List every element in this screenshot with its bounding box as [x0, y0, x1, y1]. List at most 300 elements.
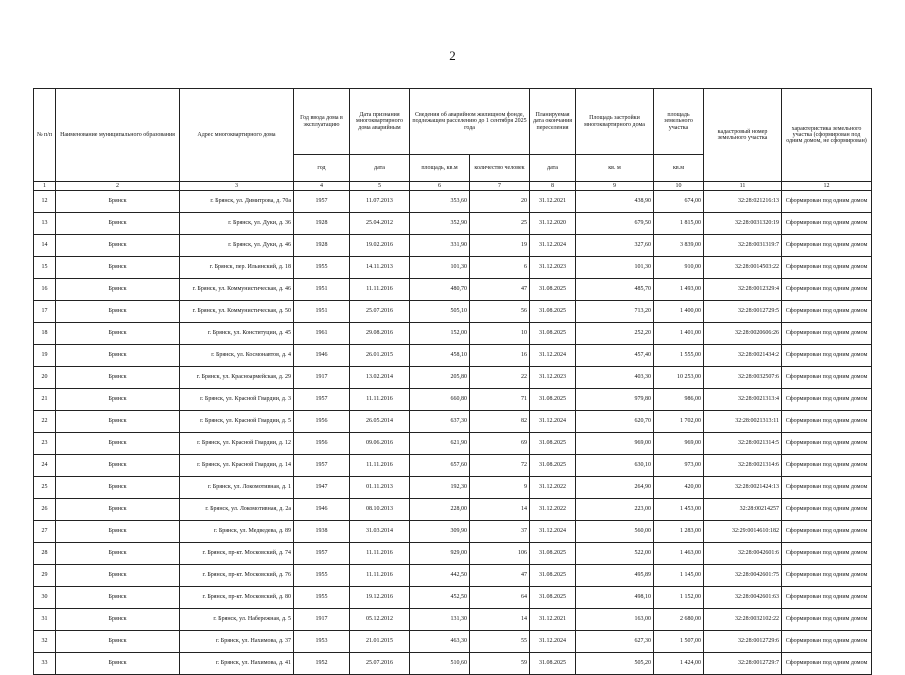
cell-num: 28: [34, 543, 56, 565]
header-building-area: Площадь застройки многоквартирного дома: [576, 89, 654, 155]
cell-area: 637,30: [410, 411, 470, 433]
table-row: [34, 367, 872, 389]
cell-people: 55: [470, 631, 530, 653]
cell-people: 56: [470, 301, 530, 323]
table-row: [34, 631, 872, 653]
cell-planned-date: 31.08.2025: [530, 653, 576, 675]
cell-year-built: 1956: [294, 433, 350, 455]
cell-people: 37: [470, 521, 530, 543]
cell-people: 6: [470, 257, 530, 279]
cell-planned-date: 31.12.2023: [530, 367, 576, 389]
cell-date-declared: 11.11.2016: [350, 455, 410, 477]
cell-address: г. Брянск, ул. Конституции, д. 45: [180, 323, 294, 345]
housing-register-table: [33, 88, 872, 675]
cell-municipality: Брянск: [56, 367, 180, 389]
cell-address: г. Брянск, пер. Ильинский, д. 18: [180, 257, 294, 279]
cell-planned-date: 31.12.2021: [530, 609, 576, 631]
cell-date-declared: 05.12.2012: [350, 609, 410, 631]
cell-building-area: 679,50: [576, 213, 654, 235]
subheader-date: дата: [350, 155, 410, 182]
cell-area: 463,30: [410, 631, 470, 653]
cell-planned-date: 31.08.2025: [530, 279, 576, 301]
cell-year-built: 1938: [294, 521, 350, 543]
cell-land-area: 2 680,00: [654, 609, 704, 631]
cell-area: 660,80: [410, 389, 470, 411]
cell-land-area: 10 253,00: [654, 367, 704, 389]
cell-planned-date: 31.08.2025: [530, 543, 576, 565]
cell-address: г. Брянск, ул. Космонавтов, д. 4: [180, 345, 294, 367]
cell-land-area: 986,00: [654, 389, 704, 411]
cell-land-area: 1 145,00: [654, 565, 704, 587]
cell-cadastral: 32:28:0032507:6: [704, 367, 782, 389]
cell-year-built: 1957: [294, 543, 350, 565]
cell-municipality: Брянск: [56, 653, 180, 675]
cell-date-declared: 26.01.2015: [350, 345, 410, 367]
cell-municipality: Брянск: [56, 455, 180, 477]
cell-planned-date: 31.12.2024: [530, 521, 576, 543]
cell-cadastral: 32:28:0014503:22: [704, 257, 782, 279]
cell-num: 25: [34, 477, 56, 499]
cell-building-area: 620,70: [576, 411, 654, 433]
table-row: [34, 587, 872, 609]
column-number: 4: [294, 182, 350, 191]
cell-year-built: 1928: [294, 213, 350, 235]
cell-address: г. Брянск, ул. Дуки, д. 36: [180, 213, 294, 235]
cell-num: 24: [34, 455, 56, 477]
cell-land-char: Сформирован под одним домом: [782, 345, 872, 367]
cell-planned-date: 31.12.2021: [530, 191, 576, 213]
cell-date-declared: 25.07.2016: [350, 653, 410, 675]
cell-building-area: 327,60: [576, 235, 654, 257]
cell-cadastral: 32:28:0032102:22: [704, 609, 782, 631]
cell-land-area: 1 401,00: [654, 323, 704, 345]
cell-planned-date: 31.12.2020: [530, 213, 576, 235]
cell-area: 331,90: [410, 235, 470, 257]
cell-people: 47: [470, 279, 530, 301]
cell-land-area: 1 555,00: [654, 345, 704, 367]
cell-area: 101,30: [410, 257, 470, 279]
cell-land-area: 3 839,00: [654, 235, 704, 257]
cell-num: 18: [34, 323, 56, 345]
cell-building-area: 252,20: [576, 323, 654, 345]
cell-area: 505,10: [410, 301, 470, 323]
cell-year-built: 1951: [294, 301, 350, 323]
cell-area: 352,90: [410, 213, 470, 235]
cell-date-declared: 31.03.2014: [350, 521, 410, 543]
cell-municipality: Брянск: [56, 631, 180, 653]
cell-cadastral: 32:28:0031320:19: [704, 213, 782, 235]
cell-land-char: Сформирован под одним домом: [782, 323, 872, 345]
table-body: [34, 191, 872, 675]
cell-date-declared: 11.11.2016: [350, 543, 410, 565]
table-row: [34, 609, 872, 631]
cell-year-built: 1955: [294, 587, 350, 609]
cell-municipality: Брянск: [56, 323, 180, 345]
cell-people: 9: [470, 477, 530, 499]
cell-area: 510,60: [410, 653, 470, 675]
cell-num: 20: [34, 367, 56, 389]
column-number: 6: [410, 182, 470, 191]
cell-cadastral: 32:28:0042601:75: [704, 565, 782, 587]
cell-date-declared: 11.11.2016: [350, 565, 410, 587]
cell-municipality: Брянск: [56, 433, 180, 455]
cell-num: 29: [34, 565, 56, 587]
cell-date-declared: 25.07.2016: [350, 301, 410, 323]
cell-building-area: 438,90: [576, 191, 654, 213]
cell-address: г. Брянск, пр-кт. Московский, д. 76: [180, 565, 294, 587]
cell-land-char: Сформирован под одним домом: [782, 653, 872, 675]
cell-area: 452,50: [410, 587, 470, 609]
table-row: [34, 191, 872, 213]
cell-planned-date: 31.12.2022: [530, 499, 576, 521]
cell-land-char: Сформирован под одним домом: [782, 587, 872, 609]
cell-building-area: 969,00: [576, 433, 654, 455]
column-number: 2: [56, 182, 180, 191]
cell-area: 458,10: [410, 345, 470, 367]
header-land-char: характеристика земельного участка (сформирован под одним домом, не сформирован): [782, 89, 872, 182]
column-number: 9: [576, 182, 654, 191]
cell-date-declared: 29.08.2016: [350, 323, 410, 345]
cell-address: г. Брянск, ул. Набережная, д. 5: [180, 609, 294, 631]
cell-cadastral: 32:28:0042601:63: [704, 587, 782, 609]
cell-land-area: 910,00: [654, 257, 704, 279]
subheader-land-sqm: кв.м: [654, 155, 704, 182]
cell-municipality: Брянск: [56, 213, 180, 235]
cell-land-char: Сформирован под одним домом: [782, 301, 872, 323]
cell-land-area: 1 453,00: [654, 499, 704, 521]
cell-building-area: 403,30: [576, 367, 654, 389]
cell-land-area: 1 702,00: [654, 411, 704, 433]
subheader-area: площадь, кв.м: [410, 155, 470, 182]
cell-date-declared: 13.02.2014: [350, 367, 410, 389]
cell-people: 71: [470, 389, 530, 411]
cell-planned-date: 31.08.2025: [530, 455, 576, 477]
cell-land-area: 1 815,00: [654, 213, 704, 235]
column-number: 3: [180, 182, 294, 191]
cell-date-declared: 11.07.2013: [350, 191, 410, 213]
cell-municipality: Брянск: [56, 257, 180, 279]
header-row-main: [34, 89, 872, 155]
cell-area: 929,00: [410, 543, 470, 565]
cell-num: 33: [34, 653, 56, 675]
cell-cadastral: 32:28:0012729:5: [704, 301, 782, 323]
subheader-year: год: [294, 155, 350, 182]
cell-land-area: 973,00: [654, 455, 704, 477]
cell-people: 22: [470, 367, 530, 389]
cell-land-char: Сформирован под одним домом: [782, 521, 872, 543]
cell-municipality: Брянск: [56, 543, 180, 565]
cell-area: 480,70: [410, 279, 470, 301]
cell-land-char: Сформирован под одним домом: [782, 631, 872, 653]
cell-people: 72: [470, 455, 530, 477]
cell-area: 192,30: [410, 477, 470, 499]
cell-num: 26: [34, 499, 56, 521]
cell-building-area: 627,30: [576, 631, 654, 653]
cell-building-area: 630,10: [576, 455, 654, 477]
cell-address: г. Брянск, ул. Нахимова, д. 41: [180, 653, 294, 675]
cell-year-built: 1952: [294, 653, 350, 675]
cell-land-char: Сформирован под одним домом: [782, 499, 872, 521]
cell-land-char: Сформирован под одним домом: [782, 279, 872, 301]
table-row: [34, 411, 872, 433]
cell-num: 31: [34, 609, 56, 631]
table-row: [34, 323, 872, 345]
cell-address: г. Брянск, ул. Красной Гвардии, д. 5: [180, 411, 294, 433]
cell-cadastral: 32:29:0014610:182: [704, 521, 782, 543]
cell-address: г. Брянск, ул. Локомотивная, д. 1: [180, 477, 294, 499]
cell-num: 13: [34, 213, 56, 235]
cell-year-built: 1953: [294, 631, 350, 653]
table-row: [34, 543, 872, 565]
cell-area: 353,60: [410, 191, 470, 213]
cell-building-area: 979,80: [576, 389, 654, 411]
cell-address: г. Брянск, ул. Нахимова, д. 37: [180, 631, 294, 653]
header-land-area: площадь земельного участка: [654, 89, 704, 155]
cell-building-area: 485,70: [576, 279, 654, 301]
subheader-sqm: кв. м: [576, 155, 654, 182]
cell-date-declared: 21.01.2015: [350, 631, 410, 653]
cell-cadastral: 32:28:00214257: [704, 499, 782, 521]
cell-land-char: Сформирован под одним домом: [782, 411, 872, 433]
cell-land-char: Сформирован под одним домом: [782, 609, 872, 631]
cell-date-declared: 14.11.2013: [350, 257, 410, 279]
cell-planned-date: 31.08.2025: [530, 433, 576, 455]
cell-building-area: 495,89: [576, 565, 654, 587]
cell-num: 17: [34, 301, 56, 323]
cell-building-area: 560,00: [576, 521, 654, 543]
cell-land-area: 1 400,00: [654, 301, 704, 323]
cell-num: 32: [34, 631, 56, 653]
cell-area: 228,00: [410, 499, 470, 521]
cell-cadastral: 32:28:0042601:6: [704, 543, 782, 565]
cell-num: 23: [34, 433, 56, 455]
cell-municipality: Брянск: [56, 565, 180, 587]
cell-planned-date: 31.12.2022: [530, 477, 576, 499]
table-row: [34, 433, 872, 455]
cell-building-area: 223,00: [576, 499, 654, 521]
column-number: 5: [350, 182, 410, 191]
cell-building-area: 163,00: [576, 609, 654, 631]
cell-municipality: Брянск: [56, 191, 180, 213]
cell-num: 22: [34, 411, 56, 433]
cell-address: г. Брянск, ул. Коммунистическая, д. 46: [180, 279, 294, 301]
cell-area: 152,00: [410, 323, 470, 345]
cell-cadastral: 32:28:0020606:26: [704, 323, 782, 345]
cell-area: 131,30: [410, 609, 470, 631]
header-planned-end: Планируемая дата окончания переселения: [530, 89, 576, 155]
column-number-row: [34, 182, 872, 191]
cell-municipality: Брянск: [56, 279, 180, 301]
cell-land-area: 1 283,00: [654, 521, 704, 543]
cell-planned-date: 31.08.2025: [530, 587, 576, 609]
cell-date-declared: 19.12.2016: [350, 587, 410, 609]
column-number: 12: [782, 182, 872, 191]
page-number: 2: [449, 48, 456, 63]
cell-year-built: 1917: [294, 367, 350, 389]
cell-municipality: Брянск: [56, 587, 180, 609]
cell-land-char: Сформирован под одним домом: [782, 543, 872, 565]
table-row: [34, 653, 872, 675]
cell-cadastral: 32:28:0021313:11: [704, 411, 782, 433]
cell-year-built: 1955: [294, 257, 350, 279]
cell-planned-date: 31.08.2025: [530, 323, 576, 345]
cell-municipality: Брянск: [56, 477, 180, 499]
cell-cadastral: 32:28:0012329:4: [704, 279, 782, 301]
cell-land-char: Сформирован под одним домом: [782, 235, 872, 257]
cell-year-built: 1947: [294, 477, 350, 499]
table-row: [34, 499, 872, 521]
cell-people: 69: [470, 433, 530, 455]
header-num: № п/п: [34, 89, 56, 182]
cell-building-area: 101,30: [576, 257, 654, 279]
cell-land-char: Сформирован под одним домом: [782, 257, 872, 279]
cell-area: 309,90: [410, 521, 470, 543]
cell-people: 10: [470, 323, 530, 345]
cell-municipality: Брянск: [56, 411, 180, 433]
column-number: 10: [654, 182, 704, 191]
cell-land-area: 1 152,00: [654, 587, 704, 609]
cell-date-declared: 11.11.2016: [350, 279, 410, 301]
cell-planned-date: 31.12.2024: [530, 411, 576, 433]
table-row: [34, 213, 872, 235]
header-address: Адрес многоквартирного дома: [180, 89, 294, 182]
cell-address: г. Брянск, ул. Красной Гвардии, д. 3: [180, 389, 294, 411]
cell-date-declared: 11.11.2016: [350, 389, 410, 411]
cell-planned-date: 31.08.2025: [530, 389, 576, 411]
cell-address: г. Брянск, пр-кт. Московский, д. 74: [180, 543, 294, 565]
cell-year-built: 1957: [294, 389, 350, 411]
header-municipality: Наименование муниципального образования: [56, 89, 180, 182]
cell-address: г. Брянск, ул. Красной Гвардии, д. 14: [180, 455, 294, 477]
cell-land-char: Сформирован под одним домом: [782, 433, 872, 455]
cell-people: 16: [470, 345, 530, 367]
cell-land-area: 1 463,00: [654, 543, 704, 565]
cell-area: 621,90: [410, 433, 470, 455]
cell-land-char: Сформирован под одним домом: [782, 213, 872, 235]
cell-address: г. Брянск, ул. Дуки, д. 46: [180, 235, 294, 257]
cell-building-area: 505,20: [576, 653, 654, 675]
cell-year-built: 1961: [294, 323, 350, 345]
table-row: [34, 235, 872, 257]
table-row: [34, 257, 872, 279]
table-row: [34, 477, 872, 499]
table-row: [34, 565, 872, 587]
column-number: 8: [530, 182, 576, 191]
cell-people: 20: [470, 191, 530, 213]
header-year-built: Год ввода дома в эксплуатацию: [294, 89, 350, 155]
cell-planned-date: 31.08.2025: [530, 301, 576, 323]
cell-land-char: Сформирован под одним домом: [782, 477, 872, 499]
cell-people: 14: [470, 609, 530, 631]
cell-cadastral: 32:28:0021424:13: [704, 477, 782, 499]
cell-address: г. Брянск, ул. Локомотивная, д. 2а: [180, 499, 294, 521]
cell-people: 59: [470, 653, 530, 675]
cell-address: г. Брянск, ул. Красноармейская, д. 29: [180, 367, 294, 389]
cell-people: 64: [470, 587, 530, 609]
cell-year-built: 1955: [294, 565, 350, 587]
cell-date-declared: 01.11.2013: [350, 477, 410, 499]
table-row: [34, 279, 872, 301]
cell-num: 27: [34, 521, 56, 543]
cell-year-built: 1957: [294, 191, 350, 213]
cell-num: 16: [34, 279, 56, 301]
header-fund-info: Сведения об аварийном жилищном фонде, подлежащем расселению до 1 сентября 2025 года: [410, 89, 530, 155]
cell-area: 442,50: [410, 565, 470, 587]
cell-year-built: 1946: [294, 345, 350, 367]
cell-building-area: 498,10: [576, 587, 654, 609]
cell-planned-date: 31.12.2023: [530, 257, 576, 279]
cell-num: 14: [34, 235, 56, 257]
cell-cadastral: 32:28:0021313:4: [704, 389, 782, 411]
cell-people: 47: [470, 565, 530, 587]
cell-building-area: 457,40: [576, 345, 654, 367]
cell-year-built: 1928: [294, 235, 350, 257]
cell-land-area: 674,00: [654, 191, 704, 213]
column-number: 7: [470, 182, 530, 191]
cell-cadastral: 32:28:0031319:7: [704, 235, 782, 257]
column-number: 1: [34, 182, 56, 191]
subheader-planned-date: дата: [530, 155, 576, 182]
cell-land-char: Сформирован под одним домом: [782, 565, 872, 587]
cell-address: г. Брянск, ул. Коммунистическая, д. 50: [180, 301, 294, 323]
cell-building-area: 522,00: [576, 543, 654, 565]
cell-land-area: 969,00: [654, 433, 704, 455]
cell-building-area: 264,90: [576, 477, 654, 499]
cell-num: 15: [34, 257, 56, 279]
cell-people: 19: [470, 235, 530, 257]
cell-planned-date: 31.12.2024: [530, 631, 576, 653]
cell-cadastral: 32:28:021216:13: [704, 191, 782, 213]
cell-num: 21: [34, 389, 56, 411]
cell-land-char: Сформирован под одним домом: [782, 191, 872, 213]
cell-date-declared: 08.10.2013: [350, 499, 410, 521]
cell-municipality: Брянск: [56, 609, 180, 631]
cell-people: 82: [470, 411, 530, 433]
cell-year-built: 1951: [294, 279, 350, 301]
cell-planned-date: 31.12.2024: [530, 235, 576, 257]
cell-cadastral: 32:28:0012729:7: [704, 653, 782, 675]
table-row: [34, 301, 872, 323]
cell-planned-date: 31.12.2024: [530, 345, 576, 367]
cell-cadastral: 32:28:0021314:6: [704, 455, 782, 477]
cell-cadastral: 32:28:0012729:6: [704, 631, 782, 653]
cell-date-declared: 09.06.2016: [350, 433, 410, 455]
cell-municipality: Брянск: [56, 389, 180, 411]
cell-date-declared: 25.04.2012: [350, 213, 410, 235]
cell-cadastral: 32:28:0021434:2: [704, 345, 782, 367]
cell-area: 205,80: [410, 367, 470, 389]
header-date-declared: Дата признания многоквартирного дома аварийным: [350, 89, 410, 155]
cell-num: 30: [34, 587, 56, 609]
cell-land-char: Сформирован под одним домом: [782, 367, 872, 389]
column-number: 11: [704, 182, 782, 191]
cell-num: 12: [34, 191, 56, 213]
cell-year-built: 1917: [294, 609, 350, 631]
cell-land-char: Сформирован под одним домом: [782, 455, 872, 477]
cell-municipality: Брянск: [56, 499, 180, 521]
table-row: [34, 389, 872, 411]
table-row: [34, 521, 872, 543]
cell-building-area: 713,20: [576, 301, 654, 323]
cell-year-built: 1956: [294, 411, 350, 433]
cell-cadastral: 32:28:0021314:5: [704, 433, 782, 455]
cell-municipality: Брянск: [56, 521, 180, 543]
cell-people: 106: [470, 543, 530, 565]
subheader-people: количество человек: [470, 155, 530, 182]
cell-area: 657,60: [410, 455, 470, 477]
cell-date-declared: 26.05.2014: [350, 411, 410, 433]
cell-municipality: Брянск: [56, 345, 180, 367]
